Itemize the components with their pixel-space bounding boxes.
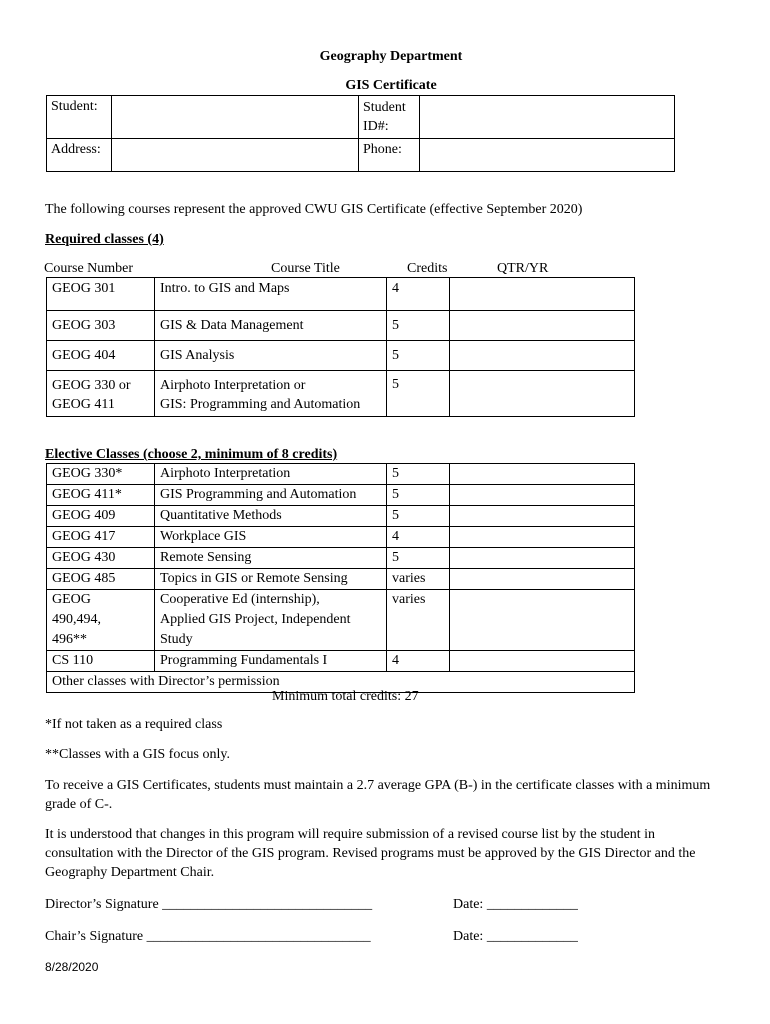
course-credits: 5 xyxy=(387,464,450,485)
course-credits: varies xyxy=(387,569,450,590)
table-row xyxy=(47,485,635,506)
qtr-yr-field[interactable] xyxy=(450,569,635,590)
course-title: Programming Fundamentals I xyxy=(155,651,387,672)
certificate-title: GIS Certificate xyxy=(345,78,437,93)
address-label: Address: xyxy=(47,139,112,172)
student-field[interactable] xyxy=(112,96,359,139)
course-title-line: Study xyxy=(160,632,193,647)
chair-date-line[interactable]: Date: _____________ xyxy=(453,929,578,944)
table-row xyxy=(47,569,635,590)
student-label: Student: xyxy=(47,96,112,139)
student-info-table xyxy=(46,95,675,172)
course-credits: 5 xyxy=(387,341,450,371)
chair-signature-line[interactable]: Chair’s Signature ________________________________ xyxy=(45,929,371,944)
course-number-line: GEOG xyxy=(52,592,91,607)
course-credits: 5 xyxy=(387,371,450,417)
course-title: GIS & Data Management xyxy=(155,311,387,341)
footer-date: 8/28/2020 xyxy=(45,960,99,974)
course-number: GEOG 411* xyxy=(47,485,155,506)
qtr-yr-field[interactable] xyxy=(450,341,635,371)
required-heading: Required classes (4) xyxy=(45,232,164,247)
required-table xyxy=(46,277,635,417)
table-row xyxy=(47,651,635,672)
table-row xyxy=(47,311,635,341)
director-date-line[interactable]: Date: _____________ xyxy=(453,897,578,912)
qtr-yr-field[interactable] xyxy=(450,311,635,341)
course-credits: 4 xyxy=(387,527,450,548)
qtr-yr-field[interactable] xyxy=(450,278,635,311)
director-signature-line[interactable]: Director’s Signature ______________________________ xyxy=(45,897,373,912)
qtr-yr-field[interactable] xyxy=(450,527,635,548)
course-title: Intro. to GIS and Maps xyxy=(155,278,387,311)
header-course-number: Course Number xyxy=(44,261,134,276)
course-title: Topics in GIS or Remote Sensing xyxy=(155,569,387,590)
header-credits: Credits xyxy=(407,261,448,276)
note-required: *If not taken as a required class xyxy=(45,717,223,732)
table-row xyxy=(47,548,635,569)
elective-table xyxy=(46,463,635,693)
elective-heading: Elective Classes (choose 2, minimum of 8 credits) xyxy=(45,447,338,462)
gpa-paragraph: To receive a GIS Certificates, students must maintain a 2.7 average GPA (B-) in the certificate classes with a minimum grade of C-. xyxy=(45,778,711,812)
course-title xyxy=(155,590,387,651)
course-title: Airphoto Interpretation xyxy=(155,464,387,485)
course-credits: varies xyxy=(387,590,450,651)
header-course-title: Course Title xyxy=(271,261,340,276)
course-number xyxy=(47,371,155,417)
course-title-line: Cooperative Ed (internship), xyxy=(160,592,320,607)
course-title-line: GIS: Programming and Automation xyxy=(160,397,361,412)
course-number-line: GEOG 411 xyxy=(52,397,115,412)
department-title: Geography Department xyxy=(319,49,463,64)
course-number-line: GEOG 330 or xyxy=(52,378,131,393)
course-title: Quantitative Methods xyxy=(155,506,387,527)
changes-paragraph: It is understood that changes in this program will require submission of a revised course list by the student in consultation with the Director of the GIS program. Revised programs must be approved by the GIS Director and the Geography Department Chair. xyxy=(45,827,696,880)
phone-field[interactable] xyxy=(420,139,675,172)
course-number: CS 110 xyxy=(47,651,155,672)
address-field[interactable] xyxy=(112,139,359,172)
note-gis-focus: **Classes with a GIS focus only. xyxy=(45,747,230,762)
course-credits: 5 xyxy=(387,506,450,527)
course-number: GEOG 430 xyxy=(47,548,155,569)
qtr-yr-field[interactable] xyxy=(450,464,635,485)
course-credits: 4 xyxy=(387,278,450,311)
course-number: GEOG 404 xyxy=(47,341,155,371)
course-title-line: Applied GIS Project, Independent xyxy=(160,612,351,627)
qtr-yr-field[interactable] xyxy=(450,651,635,672)
course-number-line: 496** xyxy=(52,632,87,647)
course-number: GEOG 303 xyxy=(47,311,155,341)
course-number: GEOG 301 xyxy=(47,278,155,311)
course-credits: 4 xyxy=(387,651,450,672)
course-title-line: Airphoto Interpretation or xyxy=(160,378,306,393)
course-number: GEOG 485 xyxy=(47,569,155,590)
header-qtr-yr: QTR/YR xyxy=(497,261,549,276)
course-credits: 5 xyxy=(387,485,450,506)
course-title: GIS Programming and Automation xyxy=(155,485,387,506)
course-number: GEOG 417 xyxy=(47,527,155,548)
course-title: GIS Analysis xyxy=(155,341,387,371)
qtr-yr-field[interactable] xyxy=(450,590,635,651)
table-row xyxy=(47,341,635,371)
table-row xyxy=(47,464,635,485)
minimum-total-credits: Minimum total credits: 27 xyxy=(272,689,419,704)
qtr-yr-field[interactable] xyxy=(450,485,635,506)
course-number xyxy=(47,590,155,651)
table-row xyxy=(47,527,635,548)
student-id-field[interactable] xyxy=(420,96,675,139)
table-row xyxy=(47,506,635,527)
course-number: GEOG 330* xyxy=(47,464,155,485)
course-title: Remote Sensing xyxy=(155,548,387,569)
course-number-line: 490,494, xyxy=(52,612,101,627)
qtr-yr-field[interactable] xyxy=(450,506,635,527)
table-row xyxy=(47,590,635,651)
student-id-label: Student ID#: xyxy=(359,96,420,139)
phone-label: Phone: xyxy=(359,139,420,172)
course-title xyxy=(155,371,387,417)
other-classes-note: Other classes with Director’s permission xyxy=(47,672,635,693)
course-credits: 5 xyxy=(387,548,450,569)
qtr-yr-field[interactable] xyxy=(450,371,635,417)
qtr-yr-field[interactable] xyxy=(450,548,635,569)
course-title: Workplace GIS xyxy=(155,527,387,548)
table-row xyxy=(47,371,635,417)
course-number: GEOG 409 xyxy=(47,506,155,527)
table-row xyxy=(47,278,635,311)
course-credits: 5 xyxy=(387,311,450,341)
intro-text: The following courses represent the approved CWU GIS Certificate (effective September 2020) xyxy=(45,202,583,217)
